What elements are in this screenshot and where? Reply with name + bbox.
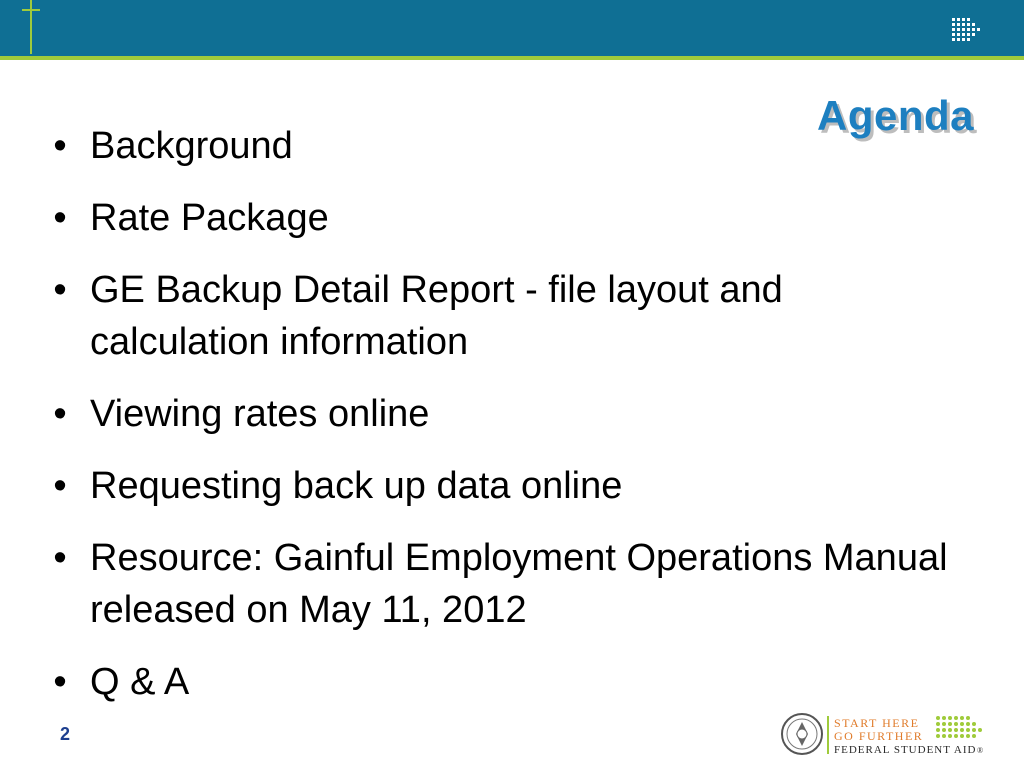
agenda-list bbox=[48, 120, 968, 728]
agenda-item-text: GE Backup Detail Report - file layout and calculation information bbox=[90, 269, 783, 363]
header-accent-line bbox=[0, 56, 1024, 60]
bullet-icon: • bbox=[53, 197, 67, 239]
page-number: 2 bbox=[60, 724, 71, 744]
federal-student-aid-logo bbox=[780, 710, 990, 758]
logo-trademark: ® bbox=[977, 746, 984, 755]
dotted-arrow-icon bbox=[952, 18, 986, 46]
agenda-item bbox=[48, 532, 968, 636]
bullet-icon: • bbox=[53, 269, 67, 311]
agenda-item-text: Requesting back up data online bbox=[90, 465, 623, 507]
agenda-item bbox=[48, 264, 968, 368]
agenda-item-text: Viewing rates online bbox=[90, 393, 430, 435]
logo-line-3: FEDERAL STUDENT AID bbox=[834, 744, 977, 756]
agenda-item bbox=[48, 460, 968, 512]
slide-title: Agenda bbox=[816, 92, 974, 139]
logo-line-2: GO FURTHER bbox=[834, 729, 924, 743]
bullet-icon: • bbox=[53, 125, 67, 167]
logo-dots-icon bbox=[936, 716, 982, 738]
bullet-icon: • bbox=[53, 393, 67, 435]
agenda-item-text: Q & A bbox=[90, 661, 190, 703]
agenda-item-text: Resource: Gainful Employment Operations Manual released on May 11, 2012 bbox=[90, 537, 948, 631]
agenda-item-text: Background bbox=[90, 125, 293, 167]
agenda-item bbox=[48, 388, 968, 440]
bullet-icon: • bbox=[53, 661, 67, 703]
agenda-item-text: Rate Package bbox=[90, 197, 329, 239]
agenda-item bbox=[48, 192, 968, 244]
bullet-icon: • bbox=[53, 537, 67, 579]
department-seal-icon bbox=[782, 714, 822, 754]
agenda-item bbox=[48, 120, 968, 172]
logo-line-1: START HERE bbox=[834, 716, 920, 730]
crosshair-icon-bar bbox=[22, 9, 40, 11]
header-banner bbox=[0, 0, 1024, 56]
agenda-item bbox=[48, 656, 968, 708]
bullet-icon: • bbox=[53, 465, 67, 507]
